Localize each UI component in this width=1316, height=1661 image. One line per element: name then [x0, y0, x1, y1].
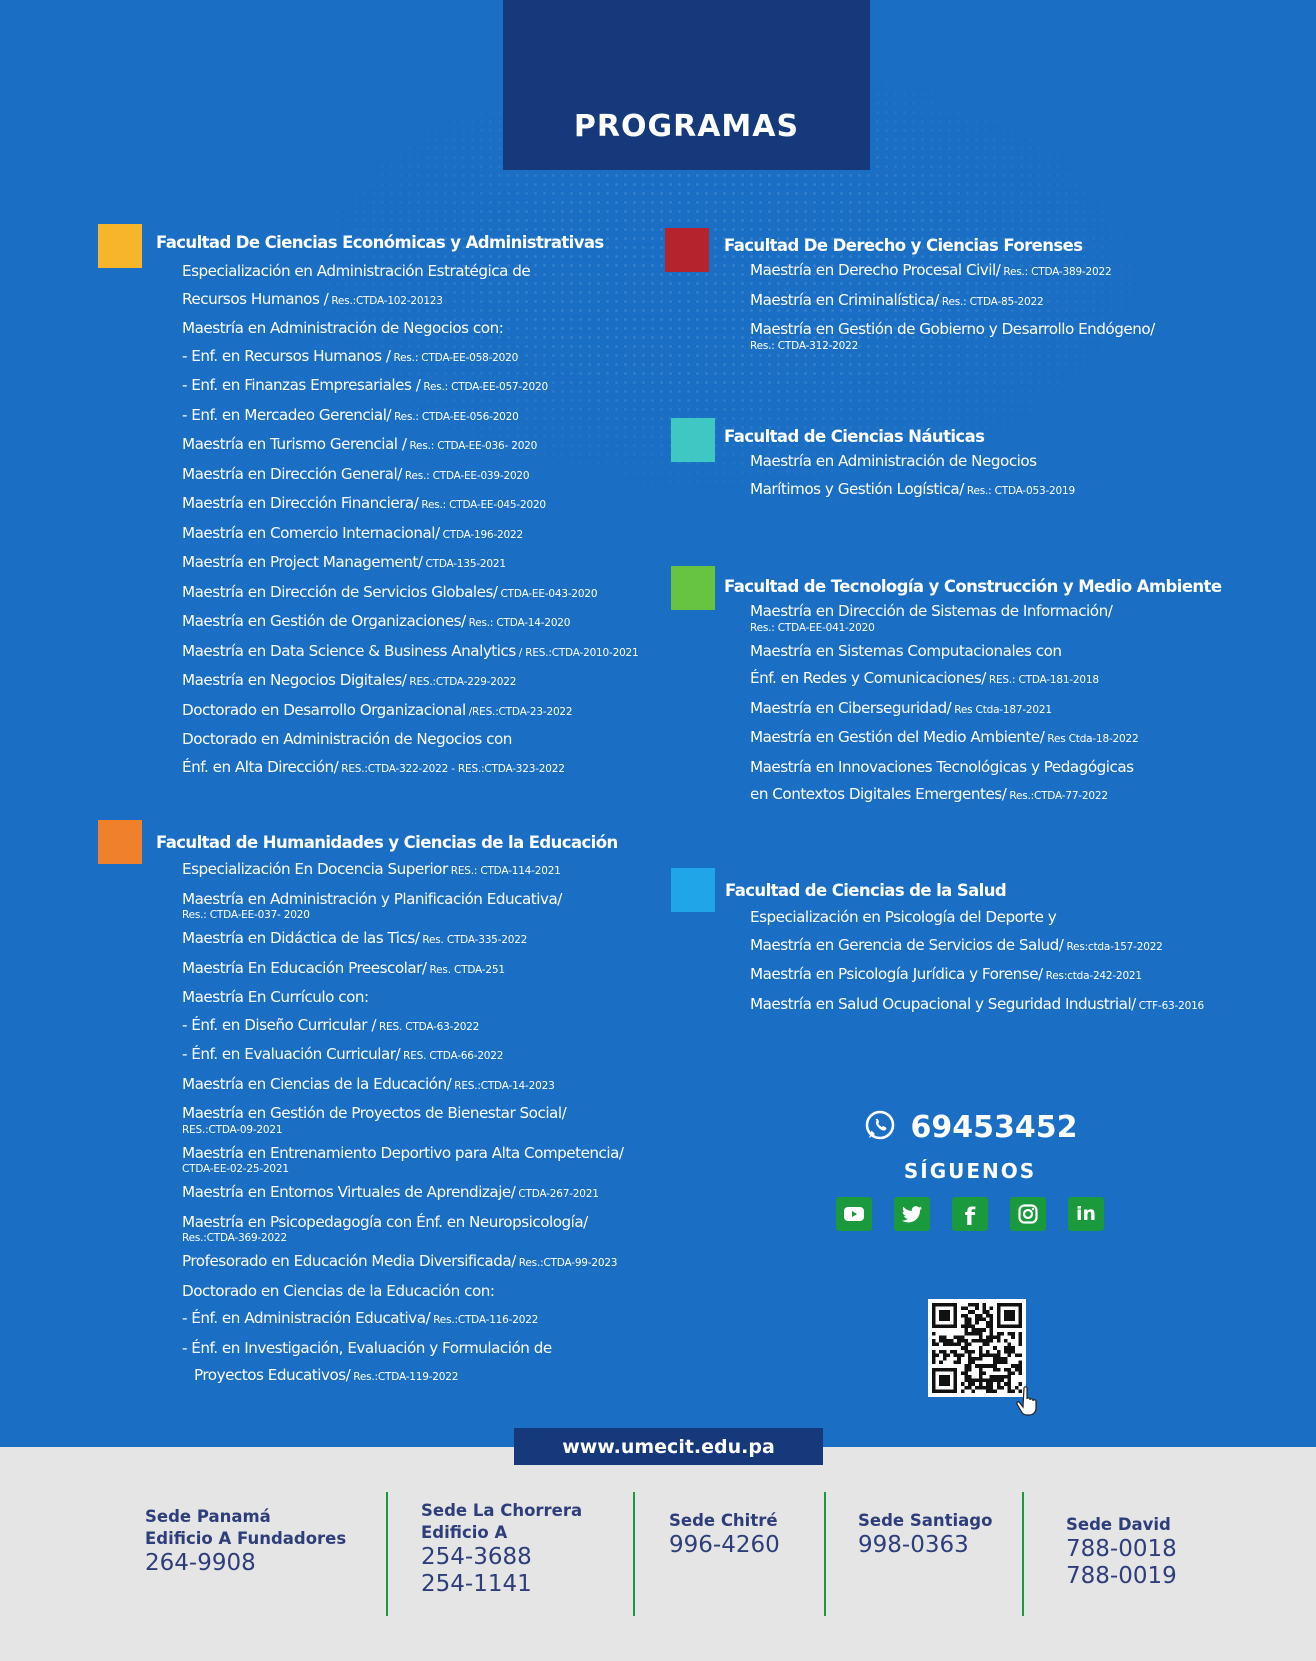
divider	[1022, 1492, 1024, 1616]
program-name: Maestría En Currículo con:	[182, 988, 369, 1006]
program-item	[750, 598, 1221, 636]
program-resolution: Res. CTDA-251	[429, 963, 505, 976]
whatsapp-number[interactable]: 69453452	[910, 1110, 1078, 1145]
program-item	[182, 754, 639, 784]
program-item	[750, 316, 1155, 354]
sede-phone[interactable]: 788-0018	[1066, 1536, 1177, 1562]
program-item	[182, 431, 639, 461]
program-resolution: Res.: CTDA-EE-045-2020	[421, 499, 546, 511]
faculty-derecho	[665, 228, 1155, 356]
program-resolution: Res.:CTDA-119-2022	[353, 1371, 459, 1383]
program-name: Recursos Humanos /	[182, 289, 329, 308]
program-name: Profesorado en Educación Media Diversificada/	[182, 1252, 516, 1270]
program-name: Maestría en Turismo Gerencial /	[182, 435, 407, 453]
program-resolution: RES.: CTDA-114-2021	[450, 865, 561, 877]
program-resolution: CTF-63-2016	[1138, 999, 1205, 1012]
program-item	[182, 1278, 624, 1306]
program-item	[182, 286, 639, 316]
faculty-color-square	[98, 820, 142, 864]
program-resolution: Res.: CTDA-EE-036- 2020	[409, 440, 538, 452]
faculty-color-square	[98, 224, 142, 268]
program-name: Maestría en Psicología Jurídica y Forense/	[750, 965, 1043, 983]
program-name: - Enf. en Finanzas Empresariales /	[182, 376, 421, 394]
program-name: Maestría en Administración y Planificación Educativa/	[182, 889, 562, 908]
program-name: Maestría en Didáctica de las Tics/	[182, 929, 420, 947]
program-resolution: Res Ctda-187-2021	[954, 703, 1052, 716]
program-resolution: Res.: CTDA-EE-057-2020	[423, 381, 548, 393]
program-name: - Énf. en Evaluación Curricular/	[182, 1045, 401, 1063]
program-item	[182, 1305, 624, 1335]
program-item	[182, 667, 639, 697]
program-name: Maestría en Dirección de Servicios Globales/	[182, 582, 498, 601]
program-name: Maestría en Sistemas Computacionales con	[750, 641, 1062, 660]
faculty-title: Facultad De Derecho y Ciencias Forenses	[724, 236, 1083, 255]
sede-phone[interactable]: 998-0363	[858, 1532, 969, 1558]
program-resolution: RES.: CTDA-181-2018	[988, 674, 1099, 686]
program-name: Maestría en Ciencias de la Educación/	[182, 1074, 452, 1093]
program-name: Maestría en Dirección General/	[182, 464, 402, 483]
program-item	[182, 1140, 624, 1178]
page-title: PROGRAMAS	[573, 109, 800, 144]
social-icons	[820, 1197, 1120, 1231]
program-name: - Énf. en Administración Educativa/	[182, 1309, 431, 1327]
program-list	[750, 448, 1075, 505]
twitter-icon[interactable]	[894, 1197, 930, 1231]
program-item	[750, 287, 1155, 317]
program-resolution: / RES.:CTDA-2010-2021	[518, 646, 639, 659]
program-item	[182, 1179, 624, 1209]
faculty-color-square	[671, 566, 715, 610]
sede-name-line: Sede Santiago	[858, 1511, 993, 1530]
program-name: Maestría en Gerencia de Servicios de Salud/	[750, 935, 1064, 954]
program-item	[182, 955, 624, 985]
instagram-icon[interactable]	[1010, 1197, 1046, 1231]
program-item	[750, 257, 1155, 287]
program-name: Maestría en Gestión de Gobierno y Desarrollo Endógeno/	[750, 320, 1155, 338]
program-resolution: RES.:CTDA-229-2022	[409, 676, 517, 688]
program-name: Especialización En Docencia Superior	[182, 860, 448, 878]
program-name: Doctorado en Desarrollo Organizacional	[182, 700, 466, 719]
program-name: - Énf. en Investigación, Evaluación y Formulación de	[182, 1338, 552, 1357]
sede-phone[interactable]: 788-0019	[1066, 1563, 1177, 1589]
faculty-nauticas	[671, 418, 1075, 505]
linkedin-icon[interactable]	[1068, 1197, 1104, 1231]
program-name: Maestría en Project Management/	[182, 553, 423, 571]
program-item	[182, 1100, 624, 1138]
program-name: Maestría en Salud Ocupacional y Seguridad Industrial/	[750, 994, 1136, 1013]
program-name: Maestría en Derecho Procesal Civil/	[750, 261, 1001, 279]
program-item	[182, 372, 639, 402]
program-resolution: Res.:CTDA-102-20123	[331, 294, 443, 307]
program-item	[750, 638, 1221, 666]
program-item	[182, 726, 639, 754]
program-item	[182, 638, 639, 668]
program-item	[182, 315, 639, 343]
faculty-economicas	[98, 224, 639, 783]
program-item	[750, 961, 1204, 991]
divider	[824, 1492, 826, 1616]
faculty-salud	[671, 868, 1204, 1020]
program-name: Maestría en Comercio Internacional/	[182, 523, 440, 542]
program-resolution: Res.: CTDA-14-2020	[468, 617, 571, 629]
program-list	[750, 257, 1155, 354]
program-name: Maestría en Gestión de Proyectos de Bienestar Social/	[182, 1104, 567, 1122]
program-name: Marítimos y Gestión Logística/	[750, 479, 964, 498]
program-name: Maestría En Educación Preescolar/	[182, 958, 427, 977]
faculty-title: Facultad de Ciencias Náuticas	[724, 427, 985, 446]
program-resolution: CTDA-135-2021	[425, 558, 506, 570]
program-item	[182, 1209, 624, 1247]
faculty-title: Facultad De Ciencias Económicas y Administrativas	[156, 233, 604, 252]
program-name: Maestría en Gestión del Medio Ambiente/	[750, 728, 1045, 746]
program-resolution: Res.: CTDA-312-2022	[750, 339, 859, 352]
program-resolution: RES. CTDA-63-2022	[379, 1020, 480, 1033]
program-resolution: Res.: CTDA-053-2019	[966, 484, 1075, 497]
program-name: en Contextos Digitales Emergentes/	[750, 785, 1007, 803]
program-item	[750, 932, 1204, 962]
program-item	[182, 343, 639, 373]
program-item	[182, 1012, 624, 1042]
program-item	[182, 490, 639, 520]
program-item	[750, 904, 1204, 932]
program-name: Énf. en Redes y Comunicaciones/	[750, 669, 986, 687]
program-item	[182, 1041, 624, 1071]
program-name: Maestría en Data Science & Business Analytics	[182, 641, 516, 660]
program-resolution: Res:ctda-157-2022	[1066, 940, 1163, 953]
program-item	[182, 520, 639, 550]
program-item	[750, 754, 1221, 782]
program-resolution: CTDA-EE-043-2020	[500, 587, 598, 600]
sede-santiago	[858, 1510, 992, 1559]
facebook-glyph: f	[964, 1203, 976, 1231]
program-name: - Enf. en Mercadeo Gerencial/	[182, 405, 392, 424]
program-name: Maestría en Negocios Digitales/	[182, 671, 407, 689]
program-resolution: Res Ctda-18-2022	[1047, 733, 1139, 745]
faculty-title: Facultad de Humanidades y Ciencias de la Educación	[156, 833, 618, 852]
program-resolution: RES. CTDA-66-2022	[403, 1050, 504, 1062]
program-name: Maestría en Criminalística/	[750, 290, 939, 309]
program-item	[182, 697, 639, 727]
faculty-color-square	[671, 418, 715, 462]
program-item	[182, 258, 639, 286]
sede-chitre	[669, 1510, 780, 1559]
divider	[633, 1492, 635, 1616]
program-item	[182, 402, 639, 432]
program-name: Maestría en Gestión de Organizaciones/	[182, 612, 466, 630]
program-resolution: Res.: CTDA-EE-056-2020	[394, 410, 519, 423]
program-name: Maestría en Innovaciones Tecnológicas y Pedagógicas	[750, 757, 1134, 776]
program-name: Maestría en Administración de Negocios	[750, 452, 1037, 470]
contact-block	[820, 1108, 1120, 1231]
program-item	[182, 856, 624, 886]
program-list	[182, 856, 624, 1392]
program-name: Maestría en Psicopedagogía con Énf. en Neuropsicología/	[182, 1212, 588, 1231]
program-item	[750, 724, 1221, 754]
program-item	[750, 781, 1221, 811]
website-url[interactable]: www.umecit.edu.pa	[514, 1428, 823, 1465]
program-resolution: Res.: CTDA-EE-041-2020	[750, 621, 875, 634]
program-item	[182, 608, 639, 638]
program-resolution: Res.: CTDA-EE-058-2020	[393, 351, 519, 364]
program-resolution: Res.:CTDA-369-2022	[182, 1232, 287, 1244]
youtube-icon[interactable]	[836, 1197, 872, 1231]
program-resolution: CTDA-EE-02-25-2021	[182, 1163, 289, 1175]
program-item	[182, 1071, 624, 1101]
faculty-title: Facultad de Tecnología y Construcción y Medio Ambiente	[724, 577, 1222, 596]
program-resolution: Res.: CTDA-EE-039-2020	[404, 469, 530, 482]
program-item	[182, 579, 639, 609]
facebook-icon[interactable]	[952, 1197, 988, 1231]
program-item	[182, 549, 639, 579]
program-list	[750, 598, 1221, 811]
program-name: - Enf. en Recursos Humanos /	[182, 346, 391, 365]
program-item	[750, 665, 1221, 695]
sede-phone[interactable]: 996-4260	[669, 1532, 780, 1558]
program-item	[182, 1248, 624, 1278]
program-resolution: CTDA-267-2021	[518, 1188, 599, 1200]
program-resolution: /RES.:CTDA-23-2022	[468, 705, 573, 718]
program-name: - Énf. en Diseño Curricular /	[182, 1015, 377, 1034]
program-resolution: Res.:CTDA-116-2022	[433, 1314, 539, 1326]
program-item	[182, 925, 624, 955]
program-name: Maestría en Entornos Virtuales de Aprendizaje/	[182, 1183, 516, 1201]
faculty-tecnologia	[671, 566, 1221, 811]
program-resolution: RES.:CTDA-322-2022 - RES.:CTDA-323-2022	[341, 762, 565, 775]
program-resolution: RES.:CTDA-14-2023	[454, 1079, 555, 1092]
qr-code[interactable]	[928, 1299, 1026, 1397]
program-item	[182, 1362, 624, 1392]
program-name: Maestría en Entrenamiento Deportivo para Alta Competencia/	[182, 1143, 624, 1162]
program-resolution: CTDA-196-2022	[442, 528, 523, 541]
program-item	[750, 991, 1204, 1021]
faculty-color-square	[665, 228, 709, 272]
program-item	[750, 695, 1221, 725]
program-name: Maestría en Dirección de Sistemas de Información/	[750, 602, 1113, 620]
program-resolution: Res:ctda-242-2021	[1045, 970, 1142, 982]
program-item	[182, 984, 624, 1012]
follow-label: SÍGUENOS	[903, 1159, 1037, 1183]
program-name: Maestría en Ciberseguridad/	[750, 698, 952, 717]
program-name: Énf. en Alta Dirección/	[182, 757, 339, 776]
program-resolution: Res.: CTDA-389-2022	[1003, 266, 1112, 278]
sede-name-line: Sede La Chorrera	[421, 1501, 583, 1520]
program-name: Doctorado en Ciencias de la Educación con:	[182, 1281, 495, 1300]
program-item	[182, 461, 639, 491]
program-name: Doctorado en Administración de Negocios con	[182, 730, 512, 748]
sede-la-chorrera	[421, 1500, 582, 1598]
sede-phone[interactable]: 254-1141	[421, 1571, 532, 1597]
title-box	[503, 0, 870, 170]
program-resolution: Res.:CTDA-77-2022	[1009, 790, 1108, 802]
sede-name-line: Sede Panamá	[145, 1507, 271, 1526]
sede-panama	[145, 1506, 346, 1577]
program-resolution: RES.:CTDA-09-2021	[182, 1123, 283, 1136]
program-item	[750, 476, 1075, 506]
sede-phone[interactable]: 264-9908	[145, 1550, 256, 1576]
sede-name-line: Edificio A	[421, 1523, 508, 1542]
linkedin-glyph: in	[1075, 1203, 1097, 1225]
program-item	[182, 1335, 624, 1363]
pointer-hand-icon	[1015, 1385, 1045, 1425]
faculty-color-square	[671, 868, 715, 912]
program-item	[182, 886, 624, 924]
program-name: Proyectos Educativos/	[194, 1366, 351, 1384]
sede-name-line: Sede Chitré	[669, 1511, 778, 1530]
program-resolution: Res. CTDA-335-2022	[422, 934, 528, 946]
sede-phone[interactable]: 254-3688	[421, 1544, 532, 1570]
divider	[386, 1492, 388, 1616]
whatsapp-row	[820, 1108, 1120, 1147]
program-resolution: Res.:CTDA-99-2023	[518, 1257, 618, 1269]
sede-name-line: Sede David	[1066, 1515, 1171, 1534]
program-list	[750, 904, 1204, 1020]
faculty-title: Facultad de Ciencias de la Salud	[725, 881, 1007, 900]
program-name: Especialización en Psicología del Deporte y	[750, 908, 1057, 926]
program-name: Maestría en Administración de Negocios con:	[182, 319, 504, 337]
program-item	[750, 448, 1075, 476]
program-resolution: Res.: CTDA-85-2022	[941, 295, 1044, 308]
program-resolution: Res.: CTDA-EE-037- 2020	[182, 909, 310, 921]
program-name: Maestría en Dirección Financiera/	[182, 494, 419, 512]
program-name: Especialización en Administración Estratégica de	[182, 262, 531, 280]
sede-name-line: Edificio A Fundadores	[145, 1529, 347, 1548]
program-list	[182, 258, 639, 783]
faculty-humanidades	[98, 820, 624, 1392]
sede-david	[1066, 1514, 1177, 1590]
whatsapp-icon[interactable]	[863, 1108, 897, 1147]
